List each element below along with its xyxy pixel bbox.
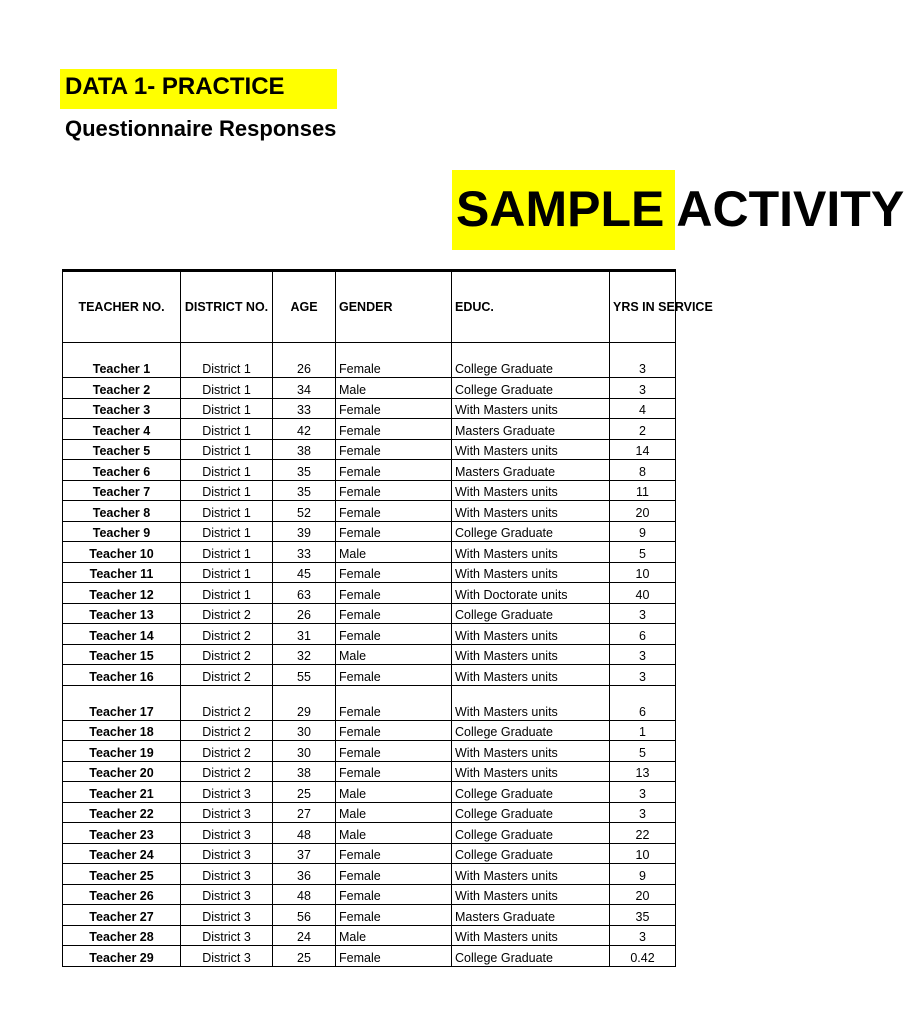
table-row <box>63 378 676 399</box>
age-cell: 52 <box>273 501 336 522</box>
age-cell: 30 <box>273 720 336 741</box>
age-cell: 42 <box>273 419 336 440</box>
gender-cell: Female <box>336 419 452 440</box>
district-cell: District 2 <box>181 720 273 741</box>
header-teacher-no: TEACHER NO. <box>63 271 181 343</box>
age-cell: 32 <box>273 644 336 665</box>
gender-cell: Male <box>336 925 452 946</box>
teacher-cell: Teacher 9 <box>63 521 181 542</box>
educ-cell: With Masters units <box>452 685 610 720</box>
age-cell: 56 <box>273 905 336 926</box>
teacher-cell: Teacher 4 <box>63 419 181 440</box>
educ-cell: College Graduate <box>452 823 610 844</box>
page-subtitle: Questionnaire Responses <box>65 116 337 141</box>
years-cell: 1 <box>610 720 676 741</box>
gender-cell: Female <box>336 583 452 604</box>
years-cell: 10 <box>610 843 676 864</box>
educ-cell: With Masters units <box>452 741 610 762</box>
teacher-cell: Teacher 17 <box>63 685 181 720</box>
page-title: DATA 1- PRACTICE <box>65 73 285 100</box>
teacher-cell: Teacher 29 <box>63 946 181 967</box>
years-cell: 9 <box>610 521 676 542</box>
responses-table <box>62 269 713 967</box>
years-cell: 20 <box>610 501 676 522</box>
educ-cell: Masters Graduate <box>452 905 610 926</box>
gender-cell: Female <box>336 685 452 720</box>
district-cell: District 1 <box>181 439 273 460</box>
years-cell: 13 <box>610 761 676 782</box>
table-row <box>63 864 676 885</box>
educ-cell: With Masters units <box>452 761 610 782</box>
age-cell: 63 <box>273 583 336 604</box>
table-row <box>63 946 676 967</box>
teacher-cell: Teacher 1 <box>63 343 181 378</box>
district-cell: District 2 <box>181 741 273 762</box>
years-cell: 3 <box>610 782 676 803</box>
district-cell: District 1 <box>181 480 273 501</box>
table-row <box>63 562 676 583</box>
educ-cell: With Masters units <box>452 398 610 419</box>
gender-cell: Female <box>336 665 452 686</box>
header-district-no: DISTRICT NO. <box>181 271 273 343</box>
years-cell: 3 <box>610 644 676 665</box>
teacher-cell: Teacher 13 <box>63 603 181 624</box>
educ-cell: With Masters units <box>452 665 610 686</box>
age-cell: 38 <box>273 761 336 782</box>
age-cell: 26 <box>273 603 336 624</box>
header-age: AGE <box>273 271 336 343</box>
educ-cell: College Graduate <box>452 720 610 741</box>
teacher-cell: Teacher 7 <box>63 480 181 501</box>
teacher-cell: Teacher 21 <box>63 782 181 803</box>
gender-cell: Female <box>336 905 452 926</box>
table-row <box>63 884 676 905</box>
educ-cell: College Graduate <box>452 378 610 399</box>
district-cell: District 3 <box>181 925 273 946</box>
district-cell: District 1 <box>181 501 273 522</box>
age-cell: 48 <box>273 823 336 844</box>
teacher-cell: Teacher 18 <box>63 720 181 741</box>
district-cell: District 1 <box>181 521 273 542</box>
years-cell: 6 <box>610 685 676 720</box>
age-cell: 33 <box>273 542 336 563</box>
district-cell: District 1 <box>181 343 273 378</box>
years-cell: 0.42 <box>610 946 676 967</box>
district-cell: District 2 <box>181 624 273 645</box>
age-cell: 48 <box>273 884 336 905</box>
gender-cell: Female <box>336 460 452 481</box>
age-cell: 30 <box>273 741 336 762</box>
table-row <box>63 419 676 440</box>
age-cell: 39 <box>273 521 336 542</box>
educ-cell: With Masters units <box>452 501 610 522</box>
table-row <box>63 905 676 926</box>
years-cell: 3 <box>610 802 676 823</box>
teacher-cell: Teacher 11 <box>63 562 181 583</box>
teacher-cell: Teacher 2 <box>63 378 181 399</box>
educ-cell: With Masters units <box>452 562 610 583</box>
age-cell: 25 <box>273 946 336 967</box>
teacher-cell: Teacher 14 <box>63 624 181 645</box>
age-cell: 34 <box>273 378 336 399</box>
teacher-cell: Teacher 8 <box>63 501 181 522</box>
district-cell: District 1 <box>181 460 273 481</box>
table-row <box>63 501 676 522</box>
district-cell: District 2 <box>181 665 273 686</box>
table-row <box>63 439 676 460</box>
table-row <box>63 685 676 720</box>
gender-cell: Female <box>336 864 452 885</box>
educ-cell: With Masters units <box>452 480 610 501</box>
sample-banner-text: SAMPLE ACTIVITY <box>456 181 904 237</box>
educ-cell: With Masters units <box>452 864 610 885</box>
age-cell: 35 <box>273 480 336 501</box>
gender-cell: Male <box>336 823 452 844</box>
teacher-cell: Teacher 16 <box>63 665 181 686</box>
teacher-cell: Teacher 28 <box>63 925 181 946</box>
educ-cell: College Graduate <box>452 782 610 803</box>
district-cell: District 1 <box>181 562 273 583</box>
table-row <box>63 583 676 604</box>
age-cell: 45 <box>273 562 336 583</box>
district-cell: District 1 <box>181 542 273 563</box>
teacher-cell: Teacher 10 <box>63 542 181 563</box>
age-cell: 37 <box>273 843 336 864</box>
years-cell: 3 <box>610 665 676 686</box>
educ-cell: With Doctorate units <box>452 583 610 604</box>
age-cell: 38 <box>273 439 336 460</box>
table-row <box>63 782 676 803</box>
age-cell: 29 <box>273 685 336 720</box>
district-cell: District 1 <box>181 583 273 604</box>
teacher-cell: Teacher 3 <box>63 398 181 419</box>
teacher-cell: Teacher 12 <box>63 583 181 604</box>
header-gender: GENDER <box>336 271 452 343</box>
gender-cell: Female <box>336 946 452 967</box>
years-cell: 5 <box>610 542 676 563</box>
gender-cell: Male <box>336 782 452 803</box>
district-cell: District 2 <box>181 603 273 624</box>
table-row <box>63 665 676 686</box>
table-row <box>63 542 676 563</box>
district-cell: District 1 <box>181 398 273 419</box>
years-cell: 3 <box>610 925 676 946</box>
header-educ: EDUC. <box>452 271 610 343</box>
gender-cell: Female <box>336 741 452 762</box>
educ-cell: Masters Graduate <box>452 460 610 481</box>
table-row <box>63 398 676 419</box>
gender-cell: Female <box>336 521 452 542</box>
teacher-cell: Teacher 22 <box>63 802 181 823</box>
years-cell: 5 <box>610 741 676 762</box>
educ-cell: With Masters units <box>452 884 610 905</box>
table-header-row <box>63 271 676 343</box>
years-cell: 14 <box>610 439 676 460</box>
years-cell: 35 <box>610 905 676 926</box>
years-cell: 8 <box>610 460 676 481</box>
district-cell: District 3 <box>181 864 273 885</box>
age-cell: 26 <box>273 343 336 378</box>
years-cell: 3 <box>610 343 676 378</box>
educ-cell: College Graduate <box>452 802 610 823</box>
age-cell: 31 <box>273 624 336 645</box>
educ-cell: With Masters units <box>452 439 610 460</box>
table-row <box>63 720 676 741</box>
table-row <box>63 761 676 782</box>
gender-cell: Female <box>336 501 452 522</box>
years-cell: 10 <box>610 562 676 583</box>
age-cell: 55 <box>273 665 336 686</box>
gender-cell: Male <box>336 542 452 563</box>
educ-cell: College Graduate <box>452 946 610 967</box>
teacher-cell: Teacher 20 <box>63 761 181 782</box>
gender-cell: Female <box>336 562 452 583</box>
header-yrs-in-service: YRS IN SERVICE <box>610 271 676 343</box>
gender-cell: Female <box>336 603 452 624</box>
gender-cell: Female <box>336 439 452 460</box>
table-row <box>63 343 676 378</box>
teacher-cell: Teacher 26 <box>63 884 181 905</box>
gender-cell: Female <box>336 843 452 864</box>
educ-cell: With Masters units <box>452 644 610 665</box>
table-row <box>63 521 676 542</box>
gender-cell: Male <box>336 644 452 665</box>
years-cell: 6 <box>610 624 676 645</box>
table-row <box>63 741 676 762</box>
educ-cell: College Graduate <box>452 521 610 542</box>
gender-cell: Male <box>336 378 452 399</box>
teacher-cell: Teacher 15 <box>63 644 181 665</box>
table-row <box>63 603 676 624</box>
gender-cell: Female <box>336 343 452 378</box>
years-cell: 2 <box>610 419 676 440</box>
gender-cell: Male <box>336 802 452 823</box>
table-row <box>63 460 676 481</box>
educ-cell: College Graduate <box>452 603 610 624</box>
age-cell: 33 <box>273 398 336 419</box>
age-cell: 25 <box>273 782 336 803</box>
district-cell: District 2 <box>181 644 273 665</box>
educ-cell: Masters Graduate <box>452 419 610 440</box>
table-row <box>63 925 676 946</box>
table-row <box>63 802 676 823</box>
district-cell: District 2 <box>181 685 273 720</box>
gender-cell: Female <box>336 398 452 419</box>
age-cell: 35 <box>273 460 336 481</box>
gender-cell: Female <box>336 884 452 905</box>
table-body <box>63 343 676 967</box>
educ-cell: With Masters units <box>452 624 610 645</box>
sample-banner <box>452 170 904 250</box>
age-cell: 27 <box>273 802 336 823</box>
teacher-cell: Teacher 27 <box>63 905 181 926</box>
years-cell: 11 <box>610 480 676 501</box>
table-row <box>63 823 676 844</box>
teacher-cell: Teacher 23 <box>63 823 181 844</box>
teacher-cell: Teacher 6 <box>63 460 181 481</box>
years-cell: 9 <box>610 864 676 885</box>
district-cell: District 3 <box>181 843 273 864</box>
district-cell: District 3 <box>181 782 273 803</box>
educ-cell: With Masters units <box>452 925 610 946</box>
district-cell: District 3 <box>181 823 273 844</box>
table-row <box>63 624 676 645</box>
educ-cell: With Masters units <box>452 542 610 563</box>
gender-cell: Female <box>336 480 452 501</box>
teacher-cell: Teacher 5 <box>63 439 181 460</box>
district-cell: District 3 <box>181 802 273 823</box>
district-cell: District 1 <box>181 419 273 440</box>
gender-cell: Female <box>336 624 452 645</box>
educ-cell: College Graduate <box>452 843 610 864</box>
years-cell: 3 <box>610 378 676 399</box>
table-row <box>63 843 676 864</box>
district-cell: District 3 <box>181 946 273 967</box>
teacher-cell: Teacher 25 <box>63 864 181 885</box>
educ-cell: College Graduate <box>452 343 610 378</box>
gender-cell: Female <box>336 720 452 741</box>
years-cell: 3 <box>610 603 676 624</box>
district-cell: District 3 <box>181 905 273 926</box>
district-cell: District 3 <box>181 884 273 905</box>
years-cell: 40 <box>610 583 676 604</box>
years-cell: 4 <box>610 398 676 419</box>
gender-cell: Female <box>336 761 452 782</box>
district-cell: District 2 <box>181 761 273 782</box>
years-cell: 22 <box>610 823 676 844</box>
table-row <box>63 480 676 501</box>
years-cell: 20 <box>610 884 676 905</box>
district-cell: District 1 <box>181 378 273 399</box>
age-cell: 24 <box>273 925 336 946</box>
teacher-cell: Teacher 19 <box>63 741 181 762</box>
teacher-cell: Teacher 24 <box>63 843 181 864</box>
table-row <box>63 644 676 665</box>
age-cell: 36 <box>273 864 336 885</box>
